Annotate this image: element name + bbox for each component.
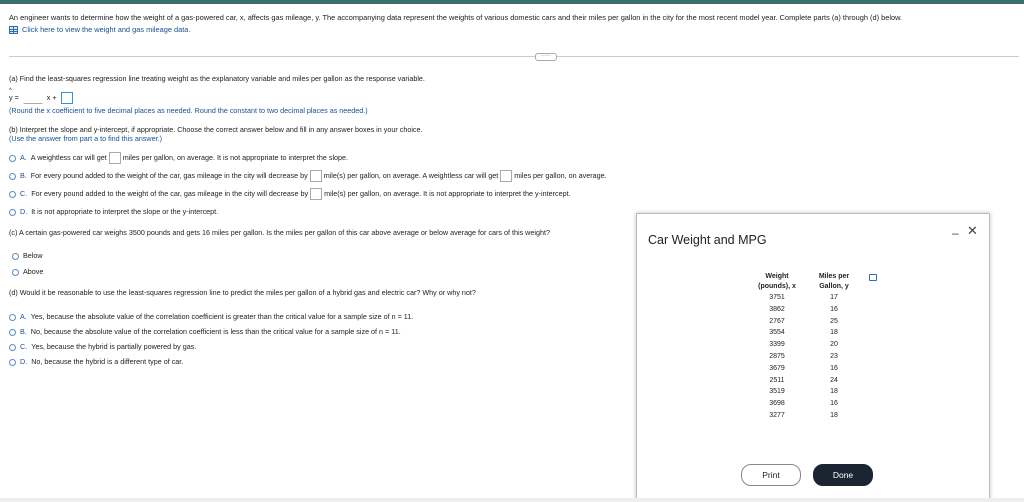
radio-b-b[interactable] [9, 173, 16, 180]
done-button[interactable]: Done [813, 464, 873, 486]
radio-d-c[interactable] [9, 344, 16, 351]
data-link[interactable] [9, 25, 190, 34]
weight-cell: 3862 [769, 305, 785, 313]
b-c-slope-input[interactable] [310, 188, 322, 200]
slope-input[interactable] [23, 92, 43, 104]
weight-cell: 2511 [769, 376, 785, 384]
radio-b-c[interactable] [9, 191, 16, 198]
section-divider [9, 56, 1019, 57]
part-a-prompt: (a) Find the least-squares regression line treating weight as the explanatory variable and miles per gallon as the response variable. [9, 74, 425, 83]
part-b-option-a[interactable]: A. A weightless car will get miles per gallon, on average. It is not appropriate to interpret the slope. [9, 152, 348, 164]
weight-cell: 3698 [769, 400, 785, 408]
b-b-intercept-input[interactable] [500, 170, 512, 182]
weight-column [747, 272, 807, 422]
weight-cell: 3751 [769, 294, 785, 301]
part-d-option-b[interactable]: B. No, because the absolute value of the correlation coefficient is less than the critical value for a sample size of n = 11. [9, 327, 401, 336]
copy-data-icon[interactable] [869, 274, 877, 281]
radio-d-a[interactable] [9, 314, 16, 321]
close-button[interactable]: ✕ [967, 223, 978, 238]
part-b-option-d[interactable]: D. It is not appropriate to interpret the slope or the y-intercept. [9, 207, 218, 216]
mpg-cell: 18 [830, 329, 838, 337]
data-popup-window [636, 213, 990, 500]
part-c-option-below[interactable]: Below [12, 251, 43, 260]
part-b-hint: (Use the answer from part a to find this answer.) [9, 134, 162, 143]
intercept-input[interactable] [61, 92, 73, 104]
data-link-label[interactable]: Click here to view the weight and gas mileage data. [22, 25, 191, 34]
minimize-button[interactable]: – [952, 226, 959, 240]
part-c-option-above[interactable]: Above [12, 267, 43, 276]
part-b-option-c[interactable]: C. For every pound added to the weight of the car, gas mileage in the city will decrease by mile(s) per gallon, on average. It is not appropriate to interpret the y-intercept. [9, 188, 571, 200]
mpg-cell: 20 [830, 341, 838, 349]
part-d-prompt: (d) Would it be reasonable to use the least-squares regression line to predict the miles per gallon of a hybrid gas and electric car? Why or why not? [9, 288, 476, 297]
table-icon[interactable] [9, 26, 18, 34]
weight-cell: 3679 [769, 364, 785, 372]
x-plus-label: x + [46, 92, 57, 102]
weight-header-line1: Weight [765, 273, 789, 280]
y-hat: ^ y [9, 93, 13, 102]
mpg-cell: 17 [830, 294, 838, 301]
weight-cell: 2767 [769, 317, 785, 325]
bottom-strip [0, 498, 1024, 502]
mpg-cell: 23 [830, 352, 838, 360]
weight-header-line2: (pounds), x [758, 283, 796, 290]
part-c-prompt: (c) A certain gas-powered car weighs 3500 pounds and gets 16 miles per gallon. Is the miles per gallon of this car above average or below average for cars of this weight? [9, 228, 550, 237]
weight-cell: 3554 [769, 329, 785, 337]
mpg-header-line2: Gallon, y [819, 283, 849, 290]
weight-cell: 3399 [769, 341, 785, 349]
radio-b-a[interactable] [9, 155, 16, 162]
b-b-slope-input[interactable] [310, 170, 322, 182]
mpg-cell: 18 [830, 388, 838, 396]
top-accent-bar [0, 0, 1024, 4]
radio-d-d[interactable] [9, 359, 16, 366]
more-button[interactable]: ····· [535, 53, 557, 61]
mpg-cell: 16 [830, 364, 838, 372]
radio-c-below[interactable] [12, 253, 19, 260]
part-a-hint: (Round the x coefficient to five decimal places as needed. Round the constant to two decimal places as needed.) [9, 106, 368, 115]
regression-equation [9, 92, 75, 104]
problem-intro: An engineer wants to determine how the weight of a gas-powered car, x, affects gas mileage, y. The accompanying data represent the weights of various domestic cars and their miles per gallon in the city for the most recent model year. Complete parts (a) through (d) below. [9, 13, 903, 22]
b-a-intercept-input[interactable] [109, 152, 121, 164]
radio-d-b[interactable] [9, 329, 16, 336]
part-d-option-c[interactable]: C. Yes, because the hybrid is partially powered by gas. [9, 342, 196, 351]
mpg-cell: 16 [830, 305, 838, 313]
part-d-option-d[interactable]: D. No, because the hybrid is a different type of car. [9, 357, 183, 366]
radio-b-d[interactable] [9, 209, 16, 216]
mpg-cell: 16 [830, 400, 838, 408]
mpg-cell: 18 [830, 411, 838, 419]
weight-cell: 3277 [769, 411, 785, 419]
weight-cell: 2875 [769, 352, 785, 360]
part-b-prompt: (b) Interpret the slope and y-intercept, if appropriate. Choose the correct answer below and fill in any answer boxes in your choice. [9, 125, 423, 134]
radio-c-above[interactable] [12, 269, 19, 276]
print-button[interactable]: Print [741, 464, 801, 486]
mpg-cell: 25 [830, 317, 838, 325]
part-d-option-a[interactable]: A. Yes, because the absolute value of the correlation coefficient is greater than the critical value for a sample size of n = 11. [9, 312, 413, 321]
equals-sign: = [14, 92, 19, 102]
mpg-header-line1: Miles per [818, 273, 850, 280]
mpg-cell: 24 [830, 376, 838, 384]
popup-title: Car Weight and MPG [648, 233, 767, 247]
weight-cell: 3519 [769, 388, 785, 396]
part-b-option-b[interactable]: B. For every pound added to the weight of the car, gas mileage in the city will decrease by mile(s) per gallon, on average. A weightless car will get miles per gallon, on average. [9, 170, 607, 182]
mpg-column [809, 272, 859, 422]
